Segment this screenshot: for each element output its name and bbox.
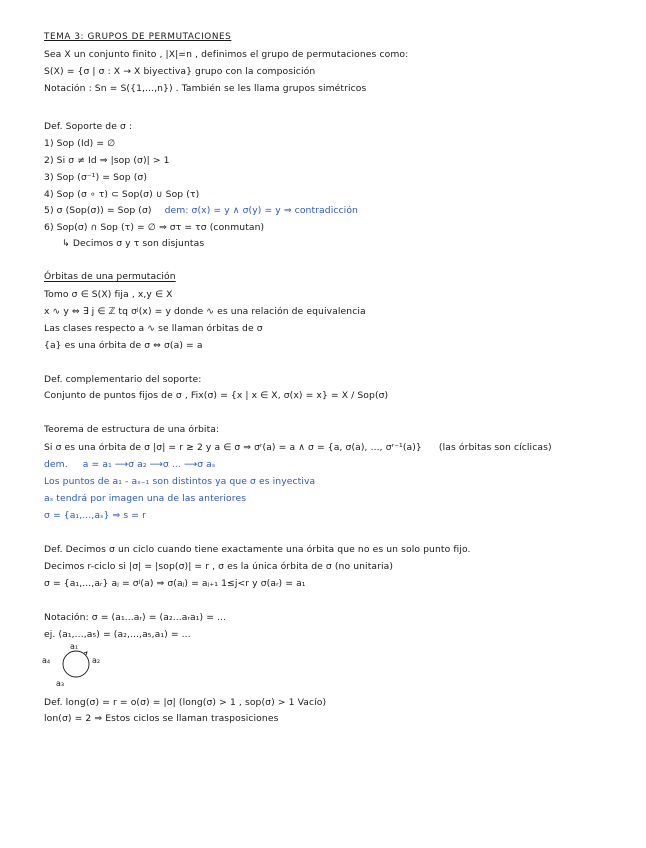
theorem-dem-chain: a = a₁ ⟶σ a₂ ⟶σ ... ⟶σ aₛ xyxy=(82,459,216,470)
cycle-length: Def. long(σ) = r = o(σ) = |σ| (long(σ) > 1 , sop(σ) > 1 Vacío) xyxy=(44,697,327,708)
page-title: TEMA 3: GRUPOS DE PERMUTACIONES xyxy=(44,32,232,42)
orbits-line-3: Las clases respecto a ∿ se llaman órbitas de σ xyxy=(44,323,263,334)
support-item-6: 6) Sop(σ) ∩ Sop (τ) = ∅ ⇒ στ = τσ (conmutan) xyxy=(44,222,265,233)
cycle-label-a4: a₄ xyxy=(42,656,51,665)
theorem-proof-line-2: aₛ tendrá por imagen una de las anteriores xyxy=(44,493,247,504)
orbits-line-4: {a} es una órbita de σ ⇔ σ(a) = a xyxy=(44,340,203,351)
support-item-5-row xyxy=(44,205,358,217)
theorem-dem-label: dem. xyxy=(44,459,68,470)
support-item-6-note: ↳ Decimos σ y τ son disjuntas xyxy=(62,238,205,249)
theorem-note: (las órbitas son cíclicas) xyxy=(438,442,552,453)
orbits-line-2: x ∿ y ⇔ ∃ j ∈ ℤ tq σʲ(x) = y donde ∿ es una relación de equivalencia xyxy=(44,306,366,317)
cycle-example: ej. (a₁,...,a₅) = (a₂,...,a₅,a₁) = ... xyxy=(44,629,191,640)
cycle-definition: Def. Decimos σ un ciclo cuando tiene exactamente una órbita que no es un solo punto fijo. xyxy=(44,544,471,555)
theorem-heading: Teorema de estructura de una órbita: xyxy=(44,424,220,435)
support-item-2: 2) Si σ ≠ Id ⇒ |sop (σ)| > 1 xyxy=(44,155,170,166)
support-item-4: 4) Sop (σ ∘ τ) ⊂ Sop(σ) ∪ Sop (τ) xyxy=(44,189,200,200)
complement-line: Conjunto de puntos fijos de σ , Fix(σ) = {x | x ∈ X, σ(x) = x} = X / Sop(σ) xyxy=(44,390,389,401)
cycle-label-a3: a₃ xyxy=(56,679,65,688)
theorem-statement-row xyxy=(44,442,552,454)
intro-line-2: S(X) = {σ | σ : X → X biyectiva} grupo con la composición xyxy=(44,66,316,77)
cycle-circle xyxy=(63,651,89,677)
cycle-notation: Notación: σ = (a₁...aᵣ) = (a₂...aᵣa₁) = ... xyxy=(44,612,227,623)
cycle-diagram xyxy=(40,642,110,688)
cycle-formula: σ = {a₁,...,aᵣ} aⱼ = σʲ(a) ⇒ σ(aⱼ) = aⱼ₊₁ 1≤j<r y σ(aᵣ) = a₁ xyxy=(44,578,306,589)
orbits-heading: Órbitas de una permutación xyxy=(44,271,176,282)
intro-line-1: Sea X un conjunto finito , |X|=n , definimos el grupo de permutaciones como: xyxy=(44,49,409,60)
support-item-5-proof: dem: σ(x) = y ∧ σ(y) = y ⇒ contradicción xyxy=(164,205,358,216)
support-item-3: 3) Sop (σ⁻¹) = Sop (σ) xyxy=(44,172,148,183)
support-heading: Def. Soporte de σ : xyxy=(44,121,133,132)
rcycle-line: Decimos r-ciclo si |σ| = |sop(σ)| = r , σ es la única órbita de σ (no unitaria) xyxy=(44,561,394,572)
intro-line-3: Notación : Sn = S({1,...,n}) . También se les llama grupos simétricos xyxy=(44,83,367,94)
theorem-proof-line-3: σ = {a₁,...,aₛ} ⇒ s = r xyxy=(44,510,146,521)
cycle-label-a2: a₂ xyxy=(92,656,101,665)
complement-heading: Def. complementario del soporte: xyxy=(44,374,202,385)
support-item-1: 1) Sop (Id) = ∅ xyxy=(44,138,116,149)
theorem-statement: Si σ es una órbita de σ |σ| = r ≥ 2 y a ∈ σ ⇒ σʳ(a) = a ∧ σ = {a, σ(a), ..., σʳ⁻¹(a)} xyxy=(44,442,422,453)
support-item-5: 5) σ (Sop(σ)) = Sop (σ) xyxy=(44,205,152,216)
cycle-transpositions: lon(σ) = 2 ⇒ Estos ciclos se llaman trasposiciones xyxy=(44,713,279,724)
theorem-dem-row xyxy=(44,459,215,471)
cycle-label-a1: a₁ xyxy=(70,642,79,651)
orbits-line-1: Tomo σ ∈ S(X) fija , x,y ∈ X xyxy=(44,289,173,300)
theorem-proof-line-1: Los puntos de a₁ - aₛ₋₁ son distintos ya que σ es inyectiva xyxy=(44,476,316,487)
